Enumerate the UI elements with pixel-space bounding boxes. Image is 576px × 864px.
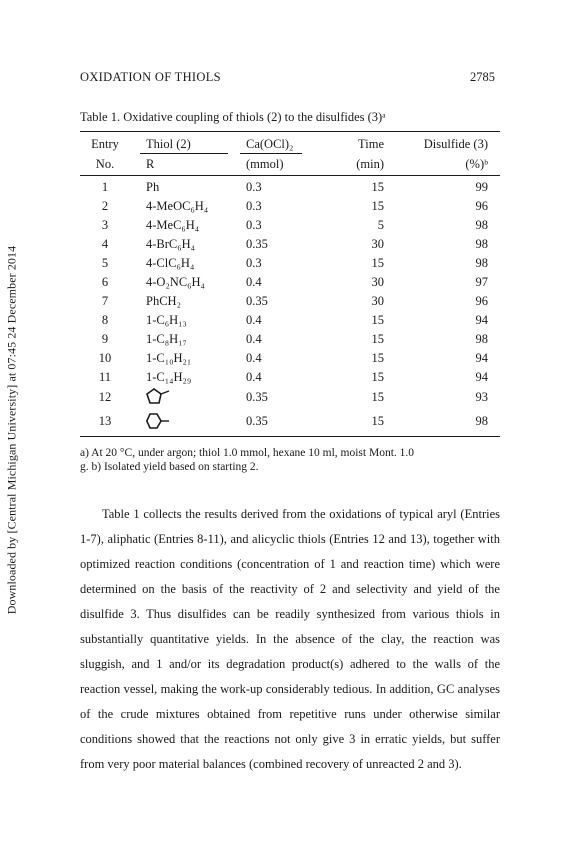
table-row (0, 180, 576, 198)
reagent-amount: 0.4 (246, 275, 262, 289)
reaction-time: 15 (371, 256, 384, 270)
reaction-time: 15 (371, 351, 384, 365)
entry-number: 11 (98, 370, 112, 384)
thiol-substituent: 1-C₈H₁₇ (146, 332, 187, 346)
reagent-amount: 0.35 (246, 414, 268, 428)
reaction-time: 15 (371, 180, 384, 194)
cyclopentyl-ring-icon (146, 388, 172, 406)
page-number: 2785 (470, 70, 495, 84)
thiol-substituent: Ph (146, 180, 160, 194)
table-row (0, 313, 576, 331)
column-header-thiol: Thiol (2) (146, 137, 191, 151)
disulfide-yield: 94 (475, 313, 488, 327)
thiol-substituent: 1-C₁₀H₂₁ (146, 351, 192, 365)
reagent-amount: 0.35 (246, 237, 268, 251)
entry-number: 1 (101, 180, 109, 194)
disulfide-yield: 94 (475, 370, 488, 384)
body-paragraph (80, 502, 500, 777)
table-row (0, 390, 576, 408)
disulfide-yield: 98 (475, 332, 488, 346)
thiol-substituent: 4-MeOC₆H₄ (146, 199, 209, 213)
reagent-header-underline (240, 153, 302, 154)
body-paragraph-text: Table 1 collects the results derived from the oxidations of typical aryl (Entries 1-7), aliphatic (Entries 8-11), and alicyclic thiols (Entries 12 and 13), together with optimized reaction conditions (concentration of 1 and reaction time) which were determined on the basis of the reactivity of 2 and selectivity and yield of the disulfide 3. Thus disulfides can be readily synthesized from various thiols in substantially quantitative yields. In the absence of the clay, the reaction was sluggish, and 1 and/or its degradation product(s) adhered to the walls of the reaction vessel, making the work-up considerably tedious. In addition, GC analyses of the crude mixtures obtained from repetitive runs under otherwise similar conditions showed that the reactions not only give 3 in erratic yields, but suffer from very poor material balances (combined recovery of unreacted 2 and 3). (80, 507, 500, 771)
table-row (0, 218, 576, 236)
reaction-time: 30 (371, 237, 384, 251)
reaction-time: 15 (371, 332, 384, 346)
entry-number: 7 (101, 294, 109, 308)
entry-number: 4 (101, 237, 109, 251)
disulfide-yield: 97 (475, 275, 488, 289)
reaction-time: 15 (371, 414, 384, 428)
disulfide-yield: 98 (475, 414, 488, 428)
reaction-time: 15 (371, 390, 384, 404)
reaction-time: 30 (371, 294, 384, 308)
thiol-substituent: 4-MeC₆H₄ (146, 218, 200, 232)
reagent-amount: 0.35 (246, 390, 268, 404)
disulfide-yield: 94 (475, 351, 488, 365)
table-row (0, 414, 576, 432)
reaction-time: 15 (371, 313, 384, 327)
disulfide-yield: 98 (475, 218, 488, 232)
thiol-substituent: 4-BrC₆H₄ (146, 237, 195, 251)
entry-number: 9 (101, 332, 109, 346)
table-footnote-line: g. b) Isolated yield based on starting 2. (80, 461, 259, 473)
table-row (0, 351, 576, 369)
table-bottom-rule (80, 436, 500, 437)
entry-number: 3 (101, 218, 109, 232)
table-row (0, 332, 576, 350)
reagent-amount: 0.4 (246, 332, 262, 346)
reagent-amount: 0.3 (246, 199, 262, 213)
disulfide-yield: 96 (475, 294, 488, 308)
reagent-amount: 0.3 (246, 218, 262, 232)
table-footnote-line: a) At 20 °C, under argon; thiol 1.0 mmol, hexane 10 ml, moist Mont. 1.0 (80, 447, 415, 459)
entry-number: 8 (101, 313, 109, 327)
column-header-time: Time (358, 137, 384, 151)
column-subheader-disulfide: (%)ᵇ (465, 157, 488, 171)
thiol-substituent: 4-O₂NC₆H₄ (146, 275, 205, 289)
table-caption: Table 1. Oxidative coupling of thiols (2) to the disulfides (3)ᵃ (80, 110, 386, 124)
column-subheader-thiol: R (146, 157, 155, 171)
download-watermark-text: Downloaded by [Central Michigan University] at 07:45 24 December 2014 (4, 245, 19, 615)
entry-number: 13 (98, 414, 112, 428)
reagent-amount: 0.4 (246, 370, 262, 384)
table-row (0, 275, 576, 293)
reagent-amount: 0.4 (246, 313, 262, 327)
entry-number: 10 (98, 351, 112, 365)
table-row (0, 237, 576, 255)
cyclohexyl-ring-icon (146, 412, 172, 430)
column-header-disulfide: Disulfide (3) (423, 137, 488, 151)
reagent-amount: 0.4 (246, 351, 262, 365)
thiol-substituent: 1-C₁₄H₂₉ (146, 370, 192, 384)
column-header-reagent: Ca(OCl)₂ (246, 137, 294, 151)
reaction-time: 15 (371, 199, 384, 213)
column-header-entry: Entry (91, 137, 119, 151)
table-header-rule (80, 175, 500, 176)
reaction-time: 30 (371, 275, 384, 289)
thiol-substituent: PhCH₂ (146, 294, 181, 308)
entry-number: 12 (98, 390, 112, 404)
column-subheader-reagent: (mmol) (246, 157, 284, 171)
table-footnote (80, 446, 500, 474)
reaction-time: 5 (377, 218, 384, 232)
disulfide-yield: 93 (475, 390, 488, 404)
table-row (0, 199, 576, 217)
table-top-rule (80, 131, 500, 132)
entry-number: 6 (101, 275, 109, 289)
disulfide-yield: 99 (475, 180, 488, 194)
column-subheader-entry: No. (95, 157, 115, 171)
reagent-amount: 0.35 (246, 294, 268, 308)
disulfide-yield: 98 (475, 256, 488, 270)
table-row (0, 370, 576, 388)
thiol-substituent: 4-ClC₆H₄ (146, 256, 195, 270)
running-head: OXIDATION OF THIOLS (80, 70, 221, 84)
disulfide-yield: 98 (475, 237, 488, 251)
entry-number: 5 (101, 256, 109, 270)
table-row (0, 256, 576, 274)
reagent-amount: 0.3 (246, 256, 262, 270)
reagent-amount: 0.3 (246, 180, 262, 194)
disulfide-yield: 96 (475, 199, 488, 213)
table-row (0, 294, 576, 312)
reaction-time: 15 (371, 370, 384, 384)
entry-number: 2 (101, 199, 109, 213)
column-subheader-time: (min) (356, 157, 384, 171)
thiol-substituent: 1-C₆H₁₃ (146, 313, 187, 327)
thiol-header-underline (140, 153, 228, 154)
